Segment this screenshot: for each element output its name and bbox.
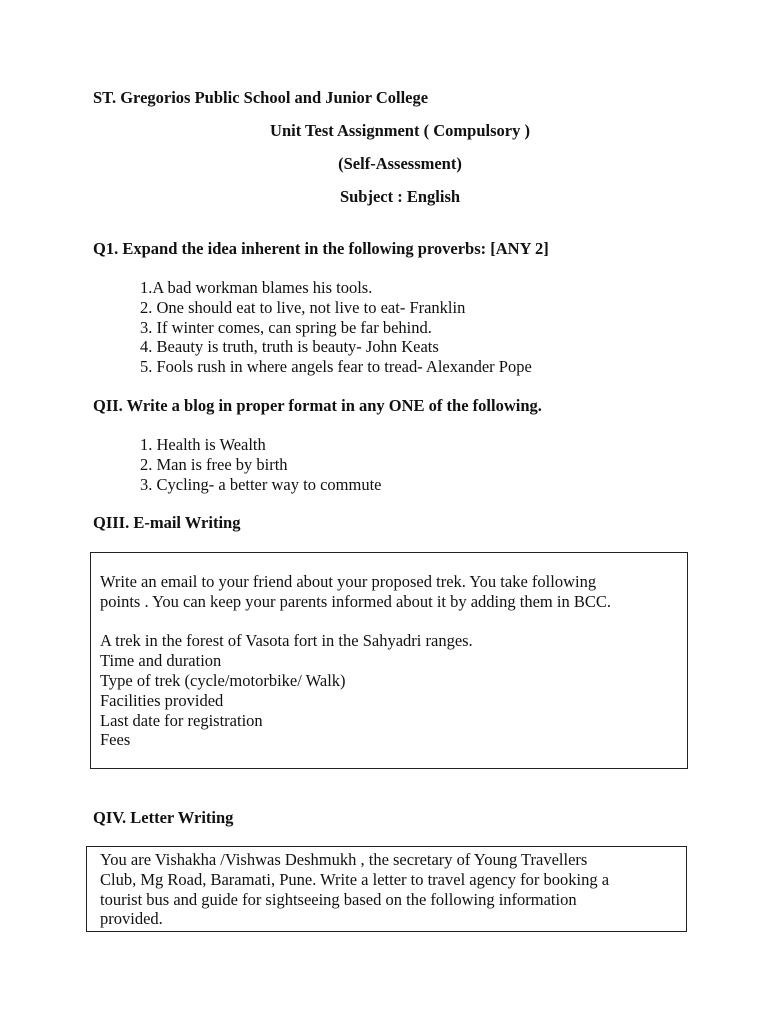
q2-topic-list [140, 435, 381, 494]
letter-line: provided. [100, 909, 163, 929]
q1-heading: Q1. Expand the idea inherent in the following proverbs: [ANY 2] [93, 239, 549, 258]
list-item: 5. Fools rush in where angels fear to tread- Alexander Pope [140, 357, 532, 377]
list-item: 4. Beauty is truth, truth is beauty- John Keats [140, 337, 439, 357]
q3-heading: QIII. E-mail Writing [93, 513, 241, 532]
letter-task-box [86, 846, 687, 932]
list-item: 2. One should eat to live, not live to eat- Franklin [140, 297, 466, 317]
email-intro-line: Write an email to your friend about your proposed trek. You take following [100, 572, 597, 591]
email-point: A trek in the forest of Vasota fort in the Sahyadri ranges. [100, 631, 473, 651]
assignment-title: Unit Test Assignment ( Compulsory ) [270, 121, 530, 140]
email-point: Time and duration [100, 651, 222, 671]
letter-line: Club, Mg Road, Baramati, Pune. Write a letter to travel agency for booking a [100, 869, 610, 889]
school-name: ST. Gregorios Public School and Junior College [93, 88, 429, 107]
email-point: Last date for registration [100, 710, 263, 730]
email-point: Fees [100, 730, 131, 750]
letter-line: tourist bus and guide for sightseeing based on the following information [100, 889, 577, 909]
email-point: Type of trek (cycle/motorbike/ Walk) [100, 670, 346, 690]
q1-proverb-list [140, 278, 532, 377]
subject-line: Subject : English [339, 187, 461, 206]
letter-line: You are Vishakha /Vishwas Deshmukh , the secretary of Young Travellers [100, 850, 588, 869]
list-item: 3. Cycling- a better way to commute [140, 474, 382, 494]
list-item: 1. Health is Wealth [140, 435, 266, 454]
email-intro-line: points . You can keep your parents informed about it by adding them in BCC. [100, 591, 611, 611]
q4-heading: QIV. Letter Writing [93, 808, 234, 827]
list-item: 2. Man is free by birth [140, 454, 288, 474]
email-task-box [90, 552, 688, 769]
q2-heading: QII. Write a blog in proper format in any ONE of the following. [93, 396, 542, 415]
list-item: 3. If winter comes, can spring be far behind. [140, 317, 432, 337]
email-point: Facilities provided [100, 690, 224, 710]
list-item: 1.A bad workman blames his tools. [140, 278, 373, 297]
assignment-subtitle: (Self-Assessment) [338, 154, 462, 173]
